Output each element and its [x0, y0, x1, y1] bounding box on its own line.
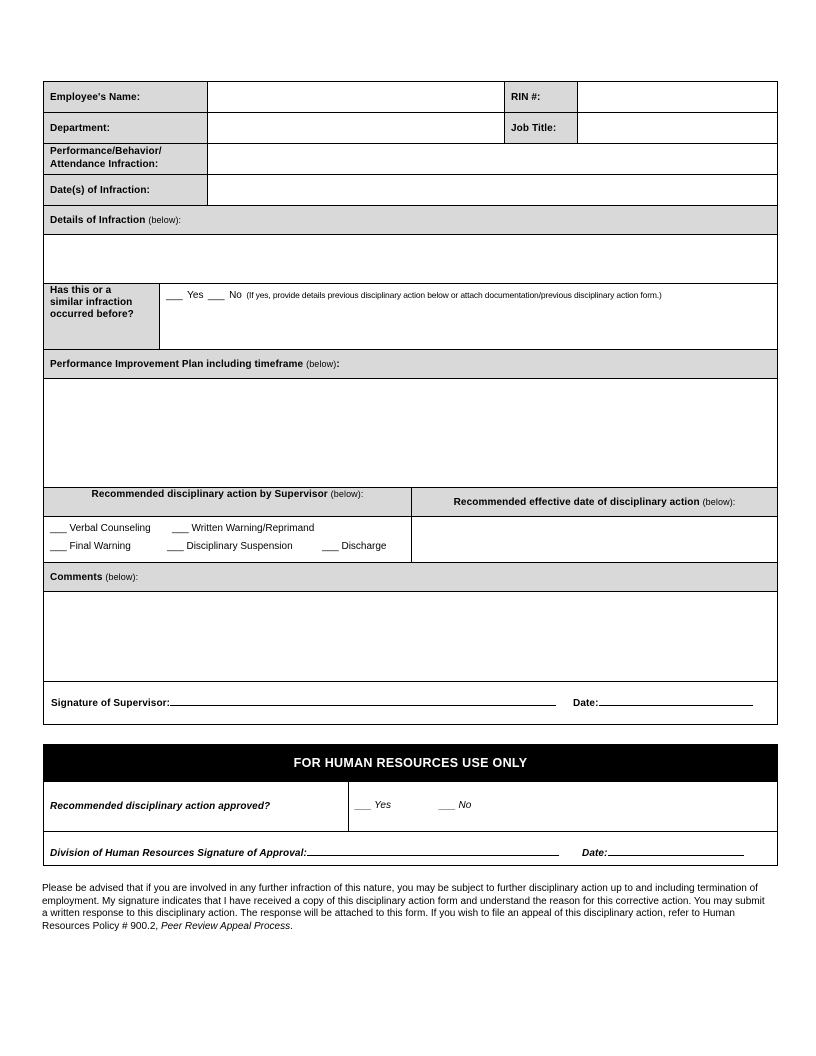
details-label: Details of Infraction — [50, 214, 146, 226]
details-field[interactable] — [43, 234, 778, 284]
action-blank[interactable]: ___ — [322, 541, 339, 552]
notice-end: . — [290, 920, 293, 932]
action-option-suspension[interactable] — [167, 541, 293, 552]
comments-label: Comments — [50, 571, 103, 583]
rec-action-header — [43, 487, 412, 517]
rin-label: RIN #: — [504, 81, 578, 113]
action-option-discharge[interactable] — [322, 541, 387, 552]
infraction-type-label-line1: Performance/Behavior/ — [50, 146, 162, 157]
dates-label: Date(s) of Infraction: — [43, 174, 208, 206]
action-label: Discharge — [341, 541, 387, 552]
pip-colon: : — [336, 358, 340, 370]
hr-approval-date — [582, 848, 744, 859]
comments-field[interactable] — [43, 591, 778, 682]
department-label: Department: — [43, 112, 208, 144]
action-option-final[interactable] — [50, 541, 131, 552]
hr-approval-signature-label: Division of Human Resources Signature of Approval: — [50, 848, 307, 859]
infraction-type-field[interactable] — [207, 143, 778, 175]
rec-action-label: Recommended disciplinary action by Supervisor — [91, 489, 328, 500]
action-label: Verbal Counseling — [69, 523, 151, 534]
comments-below: (below): — [105, 572, 139, 582]
pip-header — [43, 349, 778, 379]
details-header — [43, 205, 778, 235]
supervisor-signature-label: Signature of Supervisor: — [51, 698, 171, 709]
action-blank[interactable]: ___ — [167, 541, 184, 552]
hr-yes-option[interactable] — [355, 800, 391, 811]
supervisor-signature — [51, 698, 556, 709]
employee-name-label: Employee's Name: — [43, 81, 208, 113]
hr-header-text: FOR HUMAN RESOURCES USE ONLY — [293, 756, 528, 770]
rec-date-below: (below): — [702, 497, 736, 507]
prior-infraction-field[interactable] — [159, 283, 778, 350]
hr-approved-label-cell — [43, 781, 349, 832]
hr-approval-date-label: Date: — [582, 848, 608, 859]
pip-label: Performance Improvement Plan including timeframe — [50, 358, 304, 370]
hr-no-blank[interactable]: ___ — [439, 800, 456, 811]
hr-approved-label: Recommended disciplinary action approved? — [50, 801, 271, 812]
prior-note: (If yes, provide details previous disciplinary action below or attach documentation/previous disciplinary action form.) — [246, 290, 662, 300]
prior-label-line1: Has this or a — [50, 285, 112, 296]
rin-field[interactable] — [577, 81, 778, 113]
hr-signature-row — [43, 831, 778, 866]
hr-approval-signature — [50, 848, 559, 859]
infraction-type-label — [43, 143, 208, 175]
hr-no-option[interactable] — [439, 800, 471, 811]
notice-paragraph — [42, 883, 768, 933]
prior-infraction-label — [43, 283, 160, 350]
infraction-type-label-line2: Attendance Infraction: — [50, 159, 159, 170]
prior-yes-blank[interactable]: ___ — [166, 290, 183, 301]
comments-header — [43, 562, 778, 592]
hr-no-label: No — [458, 800, 472, 811]
hr-header — [43, 744, 778, 782]
action-option-verbal[interactable] — [50, 523, 151, 534]
supervisor-date-line[interactable] — [599, 705, 753, 706]
pip-below: (below) — [306, 359, 337, 369]
rec-date-header — [411, 487, 778, 517]
details-below: (below): — [148, 215, 182, 225]
action-label: Disciplinary Suspension — [186, 541, 293, 552]
prior-yes-label: Yes — [187, 290, 204, 301]
action-blank[interactable]: ___ — [50, 523, 67, 534]
hr-yes-label: Yes — [374, 800, 391, 811]
signature-row — [43, 681, 778, 725]
prior-label-line3: occurred before? — [50, 309, 134, 320]
hr-approval-date-line[interactable] — [608, 855, 744, 856]
notice-policy-title: Peer Review Appeal Process — [160, 920, 291, 932]
hr-yes-blank[interactable]: ___ — [355, 800, 372, 811]
employee-name-field[interactable] — [207, 81, 505, 113]
rec-date-label: Recommended effective date of disciplinary action — [453, 496, 700, 508]
prior-label-line2: similar infraction — [50, 297, 133, 308]
rec-action-below: (below): — [330, 489, 364, 499]
hr-approval-signature-line[interactable] — [307, 855, 559, 856]
rec-date-field[interactable] — [411, 516, 778, 563]
action-label: Final Warning — [69, 541, 131, 552]
rec-action-options — [43, 516, 412, 563]
prior-no-label: No — [229, 290, 242, 301]
notice-text: Please be advised that if you are involved in any further infraction of this nature, you may be subject to further disciplinary action up to and including termination of employment. My signature indicates that I have received a copy of this disciplinary action form and understand the reason for this corrective action. You may submit a written response to this disciplinary action. The response will be attached to this form. If you wish to file an appeal of this disciplinary action, refer to Human Resources Policy # 900.2, — [42, 883, 765, 932]
action-label: Written Warning/Reprimand — [191, 523, 315, 534]
dates-field[interactable] — [207, 174, 778, 206]
action-option-written[interactable] — [172, 523, 314, 534]
department-field[interactable] — [207, 112, 505, 144]
job-title-field[interactable] — [577, 112, 778, 144]
prior-no-blank[interactable]: ___ — [207, 290, 225, 301]
hr-section — [0, 740, 816, 870]
action-blank[interactable]: ___ — [50, 541, 67, 552]
supervisor-signature-line[interactable] — [170, 705, 556, 706]
pip-field[interactable] — [43, 378, 778, 488]
action-blank[interactable]: ___ — [172, 523, 189, 534]
supervisor-date — [573, 698, 753, 709]
job-title-label: Job Title: — [504, 112, 578, 144]
supervisor-date-label: Date: — [573, 698, 599, 709]
hr-approved-options — [348, 781, 778, 832]
